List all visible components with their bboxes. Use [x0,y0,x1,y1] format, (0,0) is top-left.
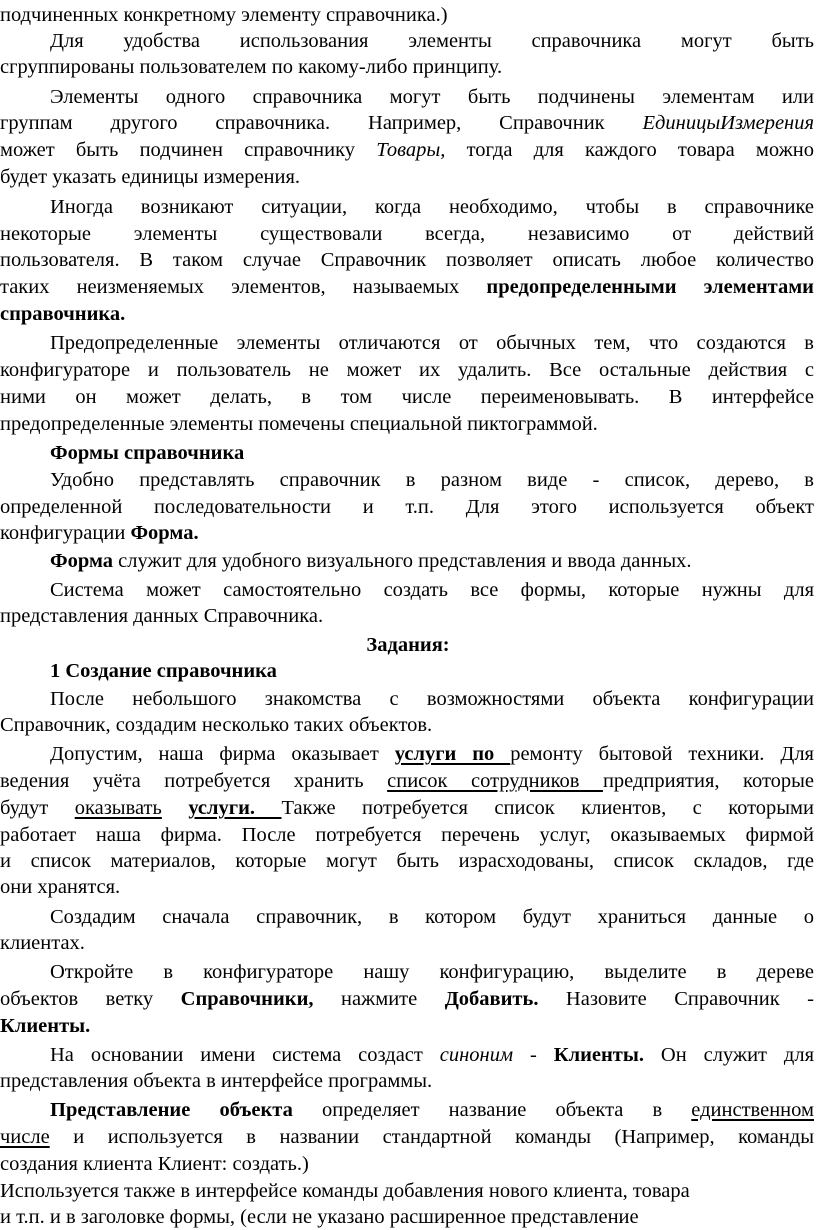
text-segment: Откройте в конфигураторе нашу конфигурацию, выделите в дереве [50,961,814,983]
text-segment: числе [0,1126,50,1148]
paragraph-first-line [50,28,814,54]
text-segment: будут [0,797,75,819]
text-segment: оказывать [74,797,162,819]
text-line [0,1178,690,1204]
tasks-heading [0,632,816,658]
text-segment: справочника. [0,303,126,325]
text-segment: объектов ветку [0,988,181,1010]
text-segment: 1 Создание справочника [50,660,277,682]
text-segment: услуги. [188,797,256,819]
paragraph-first-line [50,330,814,356]
text-line [0,1124,814,1150]
text-segment: На основании имени система создаст [50,1044,440,1066]
text-segment: подчиненных конкретному элементу справочника.) [0,4,448,26]
paragraph-first-line [50,1097,814,1123]
text-line [0,2,448,28]
text-line [0,1068,432,1094]
text-line [0,137,814,163]
text-segment: будет указать единицы измерения. [0,166,301,188]
text-segment: может быть подчинен справочнику [0,139,377,161]
text-segment: Назовите Справочник - [538,988,814,1010]
text-segment [162,797,188,819]
text-segment [255,797,281,819]
section-heading [50,440,244,466]
text-segment: Предопределенные элементы отличаются от обычных тем, что создаются в [50,332,814,354]
text-segment: определяет название объекта в [292,1099,692,1121]
text-line [0,986,814,1012]
text-line [0,384,814,410]
text-segment: Клиенты. [553,1044,644,1066]
text-segment: ними он может делать, в том числе переименовывать. В интерфейсе [0,386,814,408]
text-line [0,795,814,821]
text-segment: Он служит для [644,1044,814,1066]
text-line [0,1151,309,1177]
text-line [0,221,814,247]
text-segment: и т.п. и в заголовке формы, (если не указано расширенное представление [0,1206,639,1228]
text-line [0,274,814,300]
text-segment: предопределенными элементами [486,276,814,298]
text-segment: предопределенные элементы помечены специальной пиктограммой. [0,413,598,435]
text-line [0,712,432,738]
text-segment: единственном [691,1099,814,1121]
text-segment: После небольшого знакомства с возможностями объекта конфигурации [50,688,814,710]
text-line [0,848,814,874]
paragraph-first-line [50,577,814,603]
text-segment: синоним [439,1044,514,1066]
text-segment: список сотрудников [387,770,603,792]
text-segment: Представление объекта [50,1099,293,1121]
paragraph-first-line [50,686,814,712]
text-line [0,520,199,546]
text-segment: Удобно представлять справочник в разном виде - список, дерево, в [50,469,814,491]
text-segment: Используется также в интерфейсе команды добавления нового клиента, товара [0,1180,690,1202]
text-segment: Клиенты. [0,1015,91,1037]
text-segment: создания клиента Клиент: создать.) [0,1153,309,1175]
text-segment: Задания: [366,634,450,656]
text-segment: Элементы одного справочника могут быть подчинены элементам или [50,86,814,108]
text-segment: они хранятся. [0,876,121,898]
paragraph-first-line [50,741,814,767]
text-line [0,1204,639,1230]
text-segment: Справочник, создадим несколько таких объектов. [0,714,433,736]
text-segment: Иногда возникают ситуации, когда необходимо, чтобы в справочнике [50,196,814,218]
text-segment: Формы справочника [50,442,245,464]
text-segment: группам другого справочника. Например, Справочник [0,112,643,134]
text-segment: ЕдиницыИзмерения [642,112,814,134]
text-line [0,603,323,629]
text-line [0,494,814,520]
text-line [0,822,814,848]
text-segment: ведения учёта потребуется хранить [0,770,388,792]
text-line [0,874,120,900]
text-line [0,301,125,327]
text-line [0,411,598,437]
text-line [0,768,814,794]
text-segment: услуги по [394,743,511,765]
text-segment: Для удобства использования элементы справочника могут быть [50,30,814,52]
text-line [0,930,85,956]
text-line [0,357,814,383]
text-segment: - [513,1044,554,1066]
text-segment: Создадим сначала справочник, в котором будут храниться данные о [50,906,814,928]
text-segment: и список материалов, которые могут быть израсходованы, список складов, где [0,850,814,872]
text-segment: представления объекта в интерфейсе программы. [0,1070,433,1092]
text-segment: Справочники, [180,988,314,1010]
paragraph-first-line [50,904,814,930]
paragraph-first-line [50,84,814,110]
text-segment: и используется в названии стандартной команды (Например, команды [49,1126,814,1148]
text-segment: представления данных Справочника. [0,605,324,627]
task-heading [50,658,277,684]
text-line [0,164,300,190]
text-segment: сгруппированы пользователем по какому-либо принципу. [0,56,503,78]
text-segment: ремонту бытовой техники. Для [510,743,814,765]
text-segment: Добавить. [444,988,539,1010]
text-segment: работает наша фирма. После потребуется перечень услуг, оказываемых фирмой [0,824,814,846]
text-segment: Допустим, наша фирма оказывает [50,743,395,765]
text-line [0,110,814,136]
text-segment: служит для удобного визуального представления и ввода данных. [113,550,692,572]
paragraph-first-line [50,194,814,220]
text-segment: некоторые элементы существовали всегда, независимо от действий [0,223,814,245]
paragraph-first-line [50,548,691,574]
text-segment: тогда для каждого товара можно [445,139,814,161]
text-segment: пользователя. В таком случае Справочник позволяет описать любое количество [0,249,814,271]
text-segment: нажмите [313,988,445,1010]
text-segment: предприятия, которые [602,770,815,792]
paragraph-first-line [50,1042,814,1068]
text-segment: Форма. [130,522,199,544]
text-segment: Система может самостоятельно создать все формы, которые нужны для [50,579,814,601]
paragraph-first-line [50,959,814,985]
text-segment: клиентах. [0,932,85,954]
text-line [0,247,814,273]
text-line [0,54,502,80]
paragraph-first-line [50,467,814,493]
text-segment: Товары, [376,139,446,161]
text-segment: таких неизменяемых элементов, называемых [0,276,487,298]
text-line [0,1013,90,1039]
text-segment: определенной последовательности и т.п. Для этого используется объект [0,496,814,518]
text-segment: Форма [50,550,114,572]
text-segment: конфигурации [0,522,131,544]
text-segment: конфигураторе и пользователь не может их удалить. Все остальные действия с [0,359,814,381]
text-segment: Также потребуется список клиентов, с которыми [281,797,815,819]
